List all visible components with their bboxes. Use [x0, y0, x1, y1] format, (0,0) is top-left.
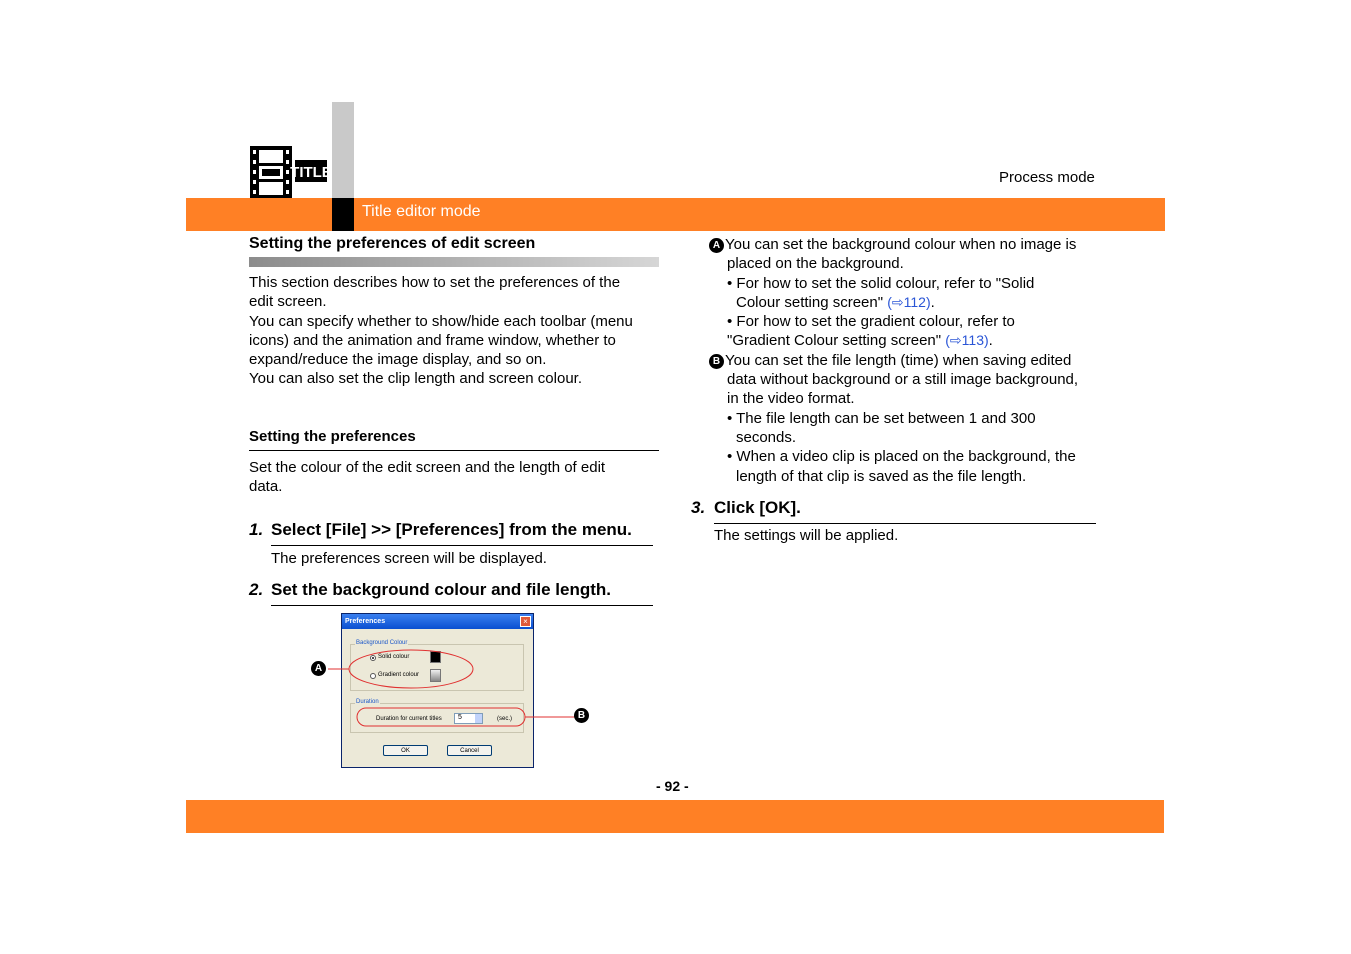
step-3-text: Click [OK]. — [714, 498, 801, 517]
ok-button: OK — [383, 745, 428, 756]
step-3-result: The settings will be applied. — [714, 527, 899, 544]
page-heading: Setting the preferences of edit screen — [249, 235, 536, 252]
process-mode-label: Process mode — [999, 169, 1095, 186]
close-icon: × — [520, 616, 531, 627]
page-number: - 92 - — [656, 778, 689, 794]
ref-link-112[interactable]: (⇨112) — [887, 293, 931, 310]
duration-unit: (sec.) — [497, 716, 512, 722]
svg-text:TITLE: TITLE — [290, 164, 330, 181]
background-colour-label: Background Colour — [356, 640, 408, 646]
step-1-rule — [271, 545, 653, 546]
note-a: A You can set the background colour when no image is placed on the background. • For how to set the solid colour, refer to "Solid Colour setting screen" (⇨112). • For how to set the gradient colour, refer to "Gradient Colour setting screen" (⇨113). B You can set the file length (time) when saving edited data without background or a still image background, in the video format. • The file length can be set between 1 and 300 seconds. • When a video clip is placed on the background, the length of that clip is saved as the file length. — [709, 235, 1109, 486]
sub-text: Set the colour of the edit screen and the length of edit data. — [249, 459, 606, 496]
duration-field-label: Duration for current titles — [376, 716, 442, 722]
step-3-rule — [714, 523, 1096, 524]
solid-colour-label: Solid colour — [378, 654, 410, 660]
heading-underline — [249, 257, 659, 267]
step-2-rule — [271, 605, 653, 606]
marker-a: A — [311, 661, 326, 676]
step-1-text: Select [File] >> [Preferences] from the menu. — [271, 520, 632, 539]
annotation-lines — [300, 640, 590, 735]
step-1-number: 1. — [249, 520, 264, 539]
dialog-title: Preferences — [342, 614, 533, 629]
marker-a-icon: A — [709, 238, 724, 253]
duration-label: Duration — [356, 699, 379, 705]
header-black-block — [332, 198, 354, 231]
title-mode-icon — [250, 146, 330, 203]
duration-value: 5 — [458, 714, 462, 721]
section-title: Title editor mode — [362, 203, 481, 220]
step-1-result: The preferences screen will be displayed. — [271, 550, 547, 567]
header-gray-tab — [332, 102, 354, 198]
marker-b: B — [574, 708, 589, 723]
intro-text: This section describes how to set the preferences of the edit screen. You can specify whether to show/hide each toolbar (menu icons) and the animation and frame window, whether to expand/reduce the image display, and so on. You can also set the clip length and screen colour. — [249, 274, 633, 388]
sub-heading: Setting the preferences — [249, 428, 416, 445]
marker-b-icon: B — [709, 354, 724, 369]
step-2-text: Set the background colour and file length. — [271, 580, 612, 599]
footer-bar — [186, 800, 1164, 833]
ref-link-113[interactable]: (⇨113) — [945, 332, 989, 349]
cancel-button: Cancel — [447, 745, 492, 756]
gradient-colour-label: Gradient colour — [378, 672, 420, 678]
sub-heading-rule — [249, 450, 659, 451]
step-2-number: 2. — [249, 580, 264, 599]
step-3-number: 3. — [691, 498, 706, 517]
